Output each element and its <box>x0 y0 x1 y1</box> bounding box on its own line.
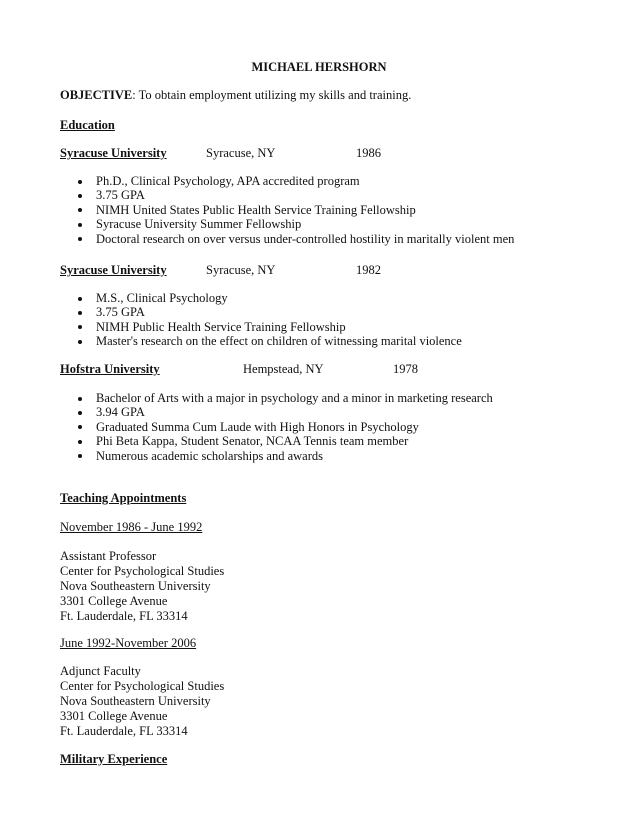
education-school: Syracuse University <box>60 263 167 277</box>
teaching-line: 3301 College Avenue <box>60 594 168 608</box>
education-school: Syracuse University <box>60 146 167 160</box>
education-item: 3.75 GPA <box>60 188 514 202</box>
education-year: 1986 <box>356 146 381 160</box>
teaching-line: Center for Psychological Studies <box>60 564 225 578</box>
education-item: Master's research on the effect on children of witnessing marital violence <box>60 334 462 348</box>
education-item-list <box>60 291 462 349</box>
education-year: 1982 <box>356 263 381 277</box>
education-location: Syracuse, NY <box>206 146 276 160</box>
teaching-line: Ft. Lauderdale, FL 33314 <box>60 609 188 623</box>
teaching-line: Nova Southeastern University <box>60 694 211 708</box>
education-item: Numerous academic scholarships and awards <box>60 449 493 463</box>
education-item: Doctoral research on over versus under-controlled hostility in maritally violent men <box>60 232 514 246</box>
education-item: NIMH Public Health Service Training Fellowship <box>60 320 462 334</box>
education-location: Hempstead, NY <box>243 362 324 376</box>
teaching-dates: June 1992-November 2006 <box>60 636 197 650</box>
objective-label: OBJECTIVE <box>60 88 133 102</box>
education-item: Syracuse University Summer Fellowship <box>60 217 514 231</box>
teaching-line: Ft. Lauderdale, FL 33314 <box>60 724 188 738</box>
education-item: M.S., Clinical Psychology <box>60 291 462 305</box>
education-year: 1978 <box>393 362 418 376</box>
resume-name: MICHAEL HERSHORN <box>251 60 387 74</box>
education-item: NIMH United States Public Health Service Training Fellowship <box>60 203 514 217</box>
education-school: Hofstra University <box>60 362 160 376</box>
teaching-dates: November 1986 - June 1992 <box>60 520 203 534</box>
education-item: 3.94 GPA <box>60 405 493 419</box>
education-item-list <box>60 174 514 246</box>
teaching-line: Adjunct Faculty <box>60 664 141 678</box>
education-item: Phi Beta Kappa, Student Senator, NCAA Tennis team member <box>60 434 493 448</box>
education-location: Syracuse, NY <box>206 263 276 277</box>
teaching-line: Nova Southeastern University <box>60 579 211 593</box>
education-item: Bachelor of Arts with a major in psychology and a minor in marketing research <box>60 391 493 405</box>
education-item: Graduated Summa Cum Laude with High Honors in Psychology <box>60 420 493 434</box>
teaching-line: 3301 College Avenue <box>60 709 168 723</box>
teaching-line: Center for Psychological Studies <box>60 679 225 693</box>
objective-text: : To obtain employment utilizing my skills and training. <box>132 88 412 102</box>
education-item-list <box>60 391 493 463</box>
objective-line <box>60 88 411 103</box>
teaching-line: Assistant Professor <box>60 549 157 563</box>
education-item: Ph.D., Clinical Psychology, APA accredited program <box>60 174 514 188</box>
teaching-heading: Teaching Appointments <box>60 491 187 505</box>
education-item: 3.75 GPA <box>60 305 462 319</box>
military-heading: Military Experience <box>60 752 168 766</box>
education-heading: Education <box>60 118 115 132</box>
